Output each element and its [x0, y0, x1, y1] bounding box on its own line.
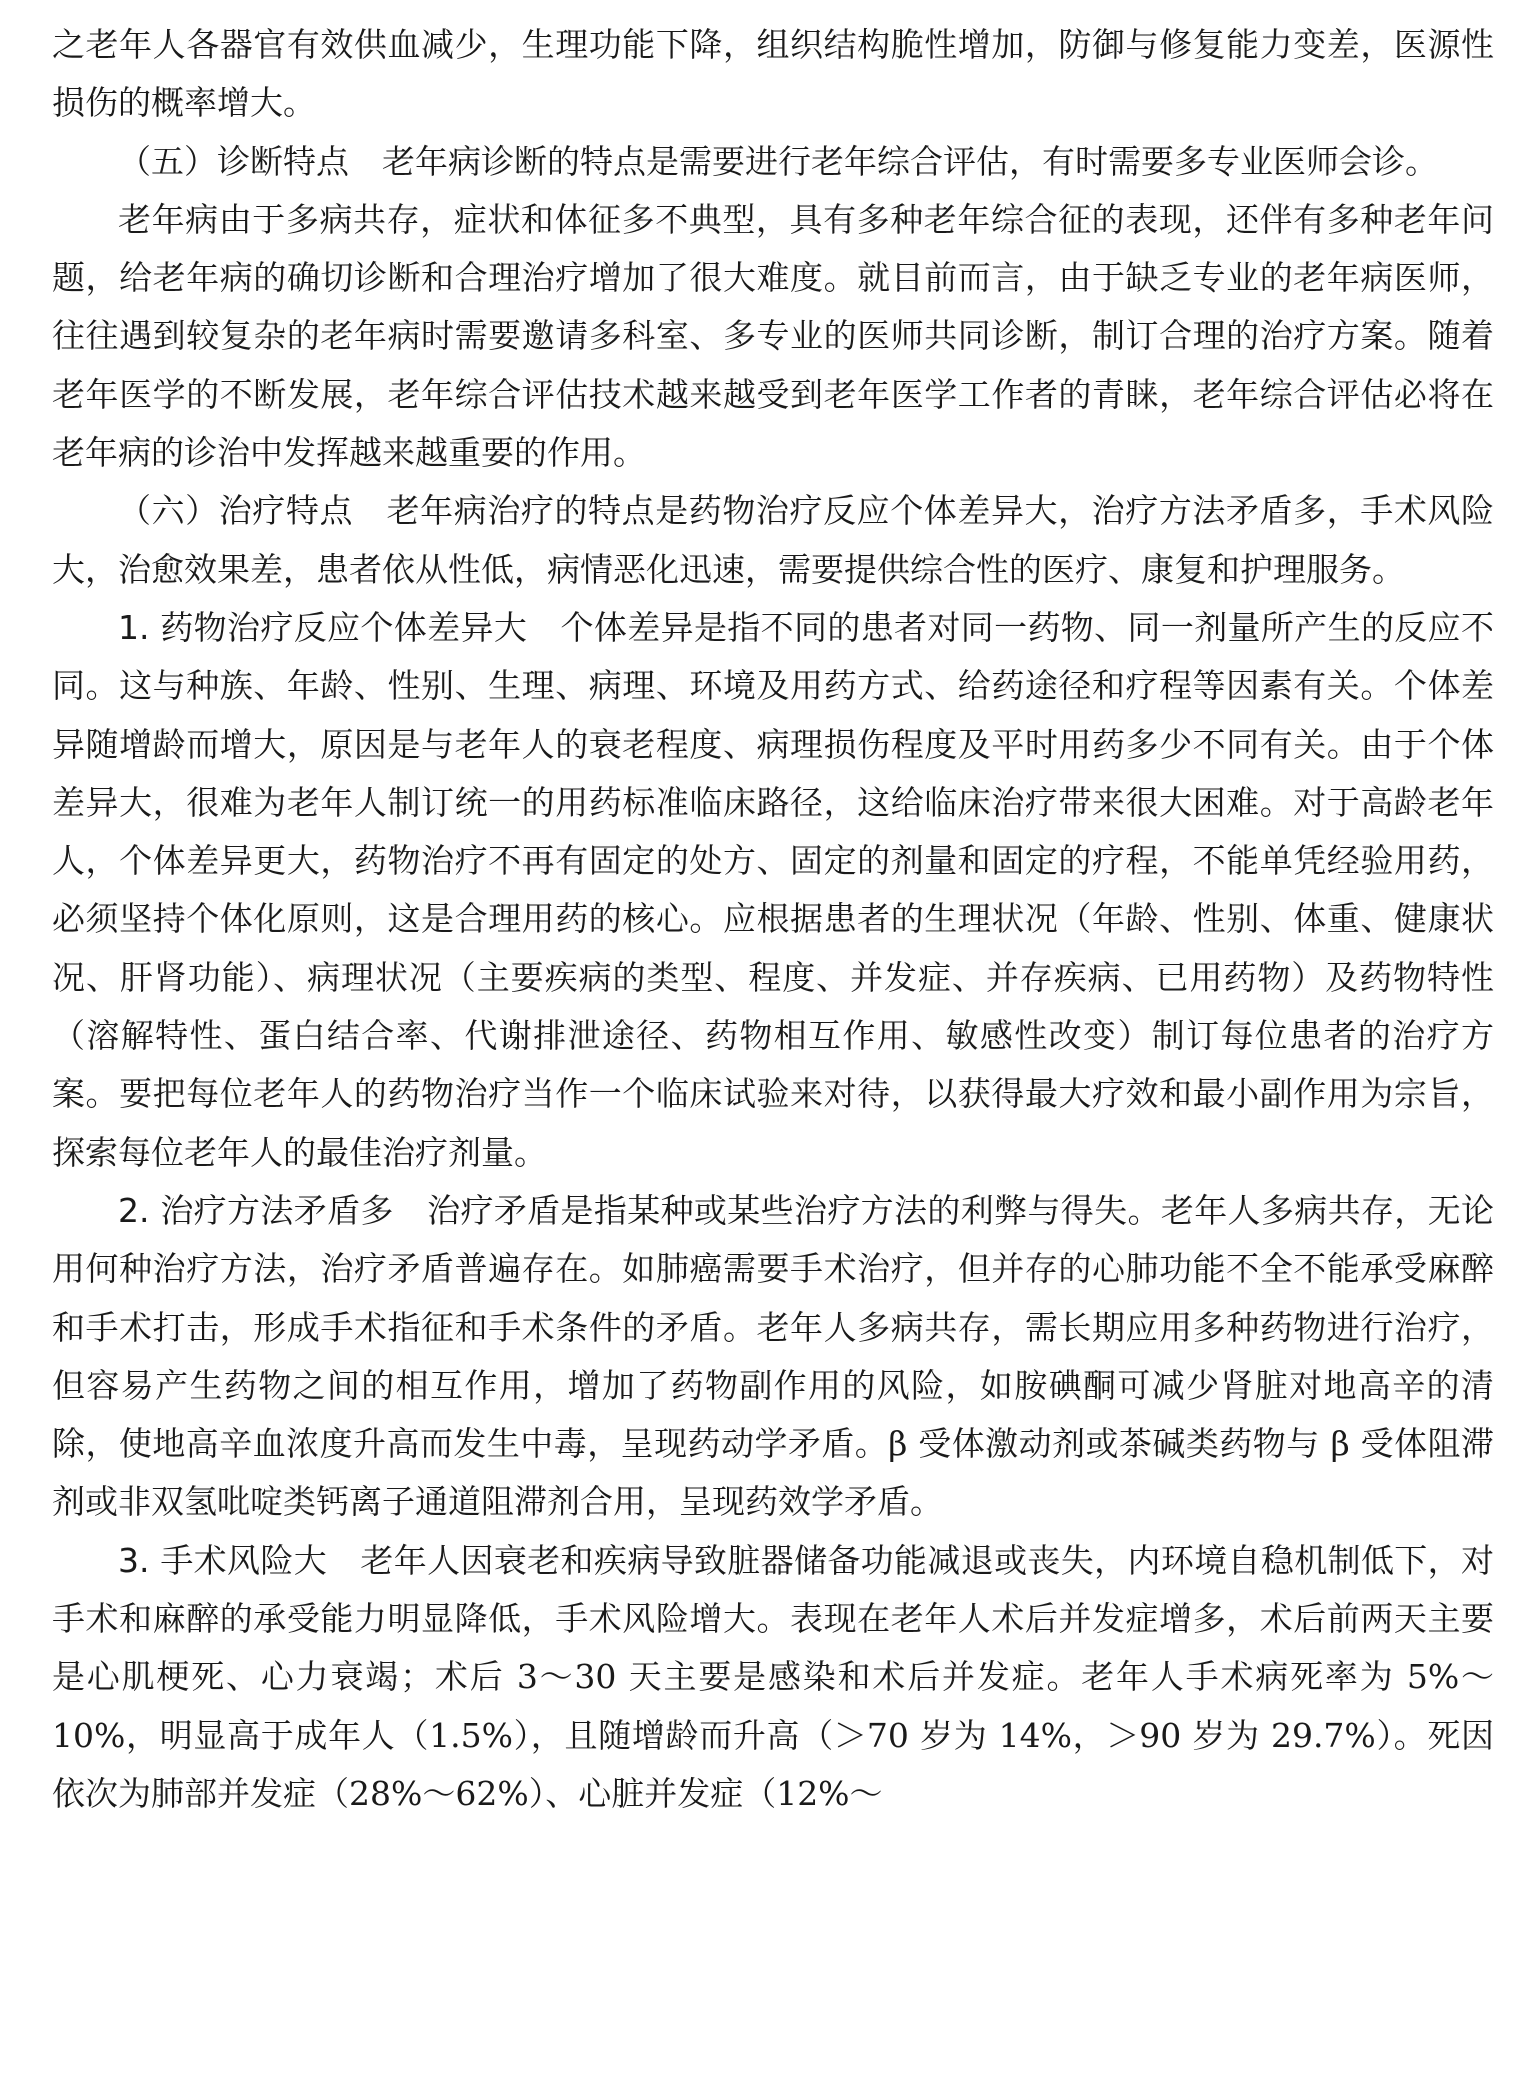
paragraph-treatment-contradictions: [52, 1182, 1494, 1532]
paragraph-text: 老年病治疗的特点是药物治疗反应个体差异大，治疗方法矛盾多，手术风险大，治愈效果差，患者依从性低，病情恶化迅速，需要提供综合性的医疗、康复和护理服务。: [52, 491, 1495, 589]
subsection-heading: 3. 手术风险大: [118, 1540, 328, 1580]
subsection-heading: 1. 药物治疗反应个体差异大: [118, 607, 528, 647]
paragraph-text: 个体差异是指不同的患者对同一药物、同一剂量所产生的反应不同。这与种族、年龄、性别、生理、病理、环境及用药方式、给药途径和疗程等因素有关。个体差异随增龄而增大，原因是与老年人的衰老程度、病理损伤程度及平时用药多少不同有关。由于个体差异大，很难为老年人制订统一的用药标准临床路径，这给临床治疗带来很大困难。对于高龄老年人，个体差异更大，药物治疗不再有固定的处方、固定的剂量和固定的疗程，不能单凭经验用药，必须坚持个体化原则，这是合理用药的核心。应根据患者的生理状况（年龄、性别、体重、健康状况、肝肾功能）、病理状况（主要疾病的类型、程度、并发症、并存疾病、已用药物）及药物特性（溶解特性、蛋白结合率、代谢排泄途径、药物相互作用、敏感性改变）制订每位患者的治疗方案。要把每位老年人的药物治疗当作一个临床试验来对待，以获得最大疗效和最小副作用为宗旨，探索每位老年人的最佳治疗剂量。: [52, 607, 1494, 1172]
paragraph-diagnosis-features: [52, 133, 1494, 191]
paragraph-continuation: [52, 16, 1494, 133]
paragraph-text: 老年人因衰老和疾病导致脏器储备功能减退或丧失，内环境自稳机制低下，对手术和麻醉的承受能力明显降低，手术风险增大。表现在老年人术后并发症增多，术后前两天主要是心肌梗死、心力衰竭；术后 3～30 天主要是感染和术后并发症。老年人手术病死率为 5%～10%，明显高于成年人（1.5%），且随增龄而升高（＞70 岁为 14%，＞90 岁为 29.7%）。死因依次为肺部并发症（28%～62%）、心脏并发症（12%～: [52, 1540, 1494, 1813]
section-heading: （五）诊断特点: [118, 141, 349, 181]
paragraph-treatment-features: [52, 482, 1494, 599]
paragraph-text: 老年病诊断的特点是需要进行老年综合评估，有时需要多专业医师会诊。: [382, 141, 1438, 181]
document-page: [52, 16, 1494, 1823]
paragraph-drug-variability: [52, 599, 1494, 1182]
paragraph-text: 老年病由于多病共存，症状和体征多不典型，具有多种老年综合征的表现，还伴有多种老年问题，给老年病的确切诊断和合理治疗增加了很大难度。就目前而言，由于缺乏专业的老年病医师，往往遇到较复杂的老年病时需要邀请多科室、多专业的医师共同诊断，制订合理的治疗方案。随着老年医学的不断发展，老年综合评估技术越来越受到老年医学工作者的青睐，老年综合评估必将在老年病的诊治中发挥越来越重要的作用。: [52, 199, 1494, 473]
paragraph-text: 治疗矛盾是指某种或某些治疗方法的利弊与得失。老年人多病共存，无论用何种治疗方法，治疗矛盾普遍存在。如肺癌需要手术治疗，但并存的心肺功能不全不能承受麻醉和手术打击，形成手术指征和手术条件的矛盾。老年人多病共存，需长期应用多种药物进行治疗，但容易产生药物之间的相互作用，增加了药物副作用的风险，如胺碘酮可减少肾脏对地高辛的清除，使地高辛血浓度升高而发生中毒，呈现药动学矛盾。β 受体激动剂或茶碱类药物与 β 受体阻滞剂或非双氢吡啶类钙离子通道阻滞剂合用，呈现药效学矛盾。: [52, 1190, 1494, 1522]
section-heading: （六）治疗特点: [118, 491, 354, 531]
paragraph-diagnosis-detail: [52, 191, 1494, 482]
subsection-heading: 2. 治疗方法矛盾多: [118, 1190, 394, 1230]
paragraph-surgical-risk: [52, 1532, 1494, 1823]
paragraph-text: 之老年人各器官有效供血减少，生理功能下降，组织结构脆性增加，防御与修复能力变差，医源性损伤的概率增大。: [52, 25, 1494, 123]
